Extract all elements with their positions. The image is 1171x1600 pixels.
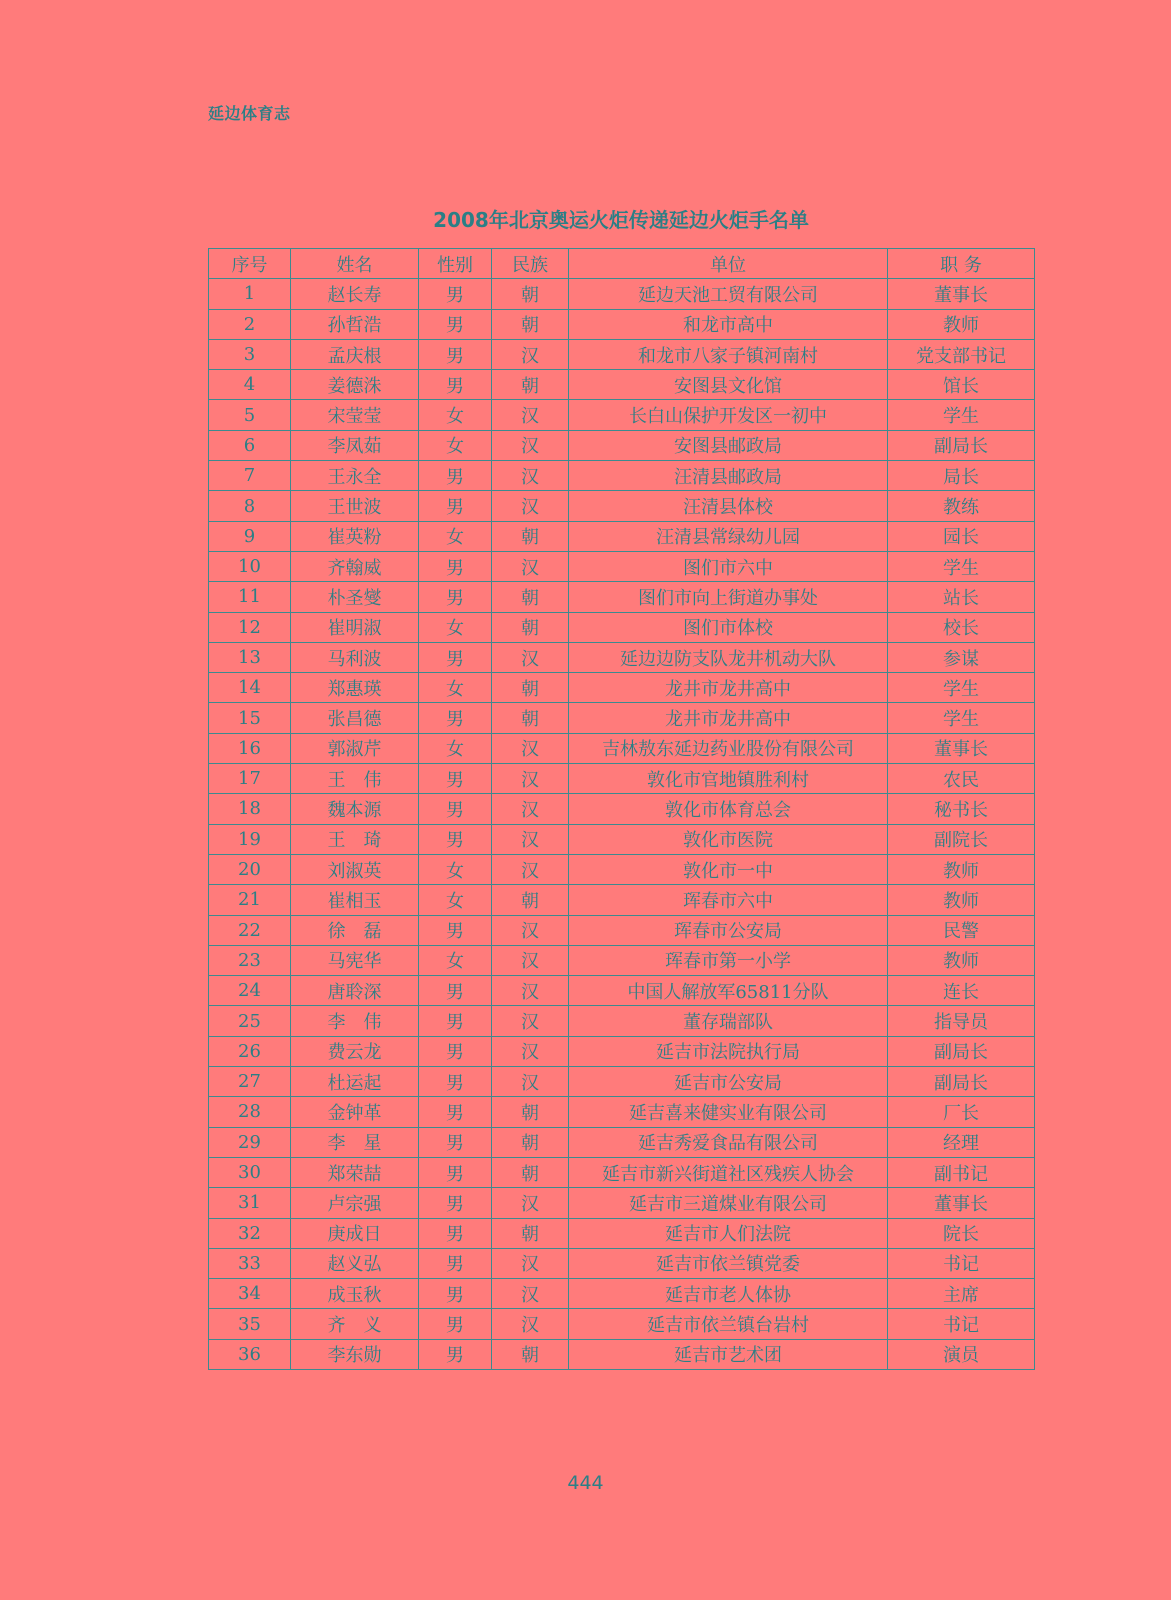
table-row	[209, 976, 1035, 1006]
cell-organization: 敦化市一中	[569, 854, 888, 884]
cell-organization: 敦化市体育总会	[569, 794, 888, 824]
cell-organization: 图们市六中	[569, 551, 888, 581]
cell-position: 副局长	[888, 1036, 1035, 1066]
cell-name: 崔相玉	[291, 885, 419, 915]
cell-ethnicity: 朝	[492, 521, 569, 551]
cell-ethnicity: 朝	[492, 582, 569, 612]
cell-ethnicity: 汉	[492, 764, 569, 794]
cell-number: 15	[209, 703, 291, 733]
cell-gender: 男	[419, 794, 492, 824]
cell-number: 3	[209, 339, 291, 369]
cell-ethnicity: 朝	[492, 1097, 569, 1127]
table-row	[209, 1188, 1035, 1218]
cell-name: 齐翰威	[291, 551, 419, 581]
cell-name: 唐聆深	[291, 976, 419, 1006]
table-header	[209, 249, 1035, 279]
cell-number: 21	[209, 885, 291, 915]
cell-number: 25	[209, 1006, 291, 1036]
cell-position: 指导员	[888, 1006, 1035, 1036]
cell-name: 齐 义	[291, 1309, 419, 1339]
cell-number: 26	[209, 1036, 291, 1066]
cell-name: 孟庆根	[291, 339, 419, 369]
cell-number: 24	[209, 976, 291, 1006]
cell-position: 教师	[888, 945, 1035, 975]
cell-gender: 女	[419, 854, 492, 884]
cell-number: 29	[209, 1127, 291, 1157]
table-row	[209, 703, 1035, 733]
cell-ethnicity: 朝	[492, 612, 569, 642]
cell-name: 张昌德	[291, 703, 419, 733]
cell-name: 赵义弘	[291, 1248, 419, 1278]
column-header-gender: 性别	[419, 249, 492, 279]
table-row	[209, 1279, 1035, 1309]
cell-ethnicity: 汉	[492, 1279, 569, 1309]
cell-organization: 延吉市人们法院	[569, 1218, 888, 1248]
cell-gender: 男	[419, 491, 492, 521]
cell-number: 20	[209, 854, 291, 884]
cell-position: 农民	[888, 764, 1035, 794]
cell-organization: 延吉市新兴街道社区残疾人协会	[569, 1157, 888, 1187]
cell-organization: 和龙市八家子镇河南村	[569, 339, 888, 369]
cell-ethnicity: 汉	[492, 794, 569, 824]
cell-ethnicity: 朝	[492, 1218, 569, 1248]
cell-position: 书记	[888, 1309, 1035, 1339]
cell-name: 庚成日	[291, 1218, 419, 1248]
cell-ethnicity: 汉	[492, 551, 569, 581]
cell-name: 李东勋	[291, 1339, 419, 1369]
cell-number: 23	[209, 945, 291, 975]
cell-position: 秘书长	[888, 794, 1035, 824]
cell-ethnicity: 汉	[492, 1067, 569, 1097]
cell-name: 马宪华	[291, 945, 419, 975]
cell-gender: 男	[419, 309, 492, 339]
table-row	[209, 491, 1035, 521]
cell-number: 1	[209, 279, 291, 309]
cell-name: 孙哲浩	[291, 309, 419, 339]
cell-position: 参谋	[888, 642, 1035, 672]
cell-gender: 男	[419, 1309, 492, 1339]
cell-organization: 延吉市依兰镇党委	[569, 1248, 888, 1278]
cell-gender: 男	[419, 1218, 492, 1248]
cell-position: 院长	[888, 1218, 1035, 1248]
cell-position: 教师	[888, 854, 1035, 884]
cell-organization: 延吉市三道煤业有限公司	[569, 1188, 888, 1218]
table-row	[209, 885, 1035, 915]
table-row	[209, 279, 1035, 309]
cell-name: 成玉秋	[291, 1279, 419, 1309]
cell-name: 马利波	[291, 642, 419, 672]
cell-name: 杜运起	[291, 1067, 419, 1097]
cell-name: 李 星	[291, 1127, 419, 1157]
cell-organization: 延吉市法院执行局	[569, 1036, 888, 1066]
cell-ethnicity: 朝	[492, 370, 569, 400]
cell-gender: 男	[419, 461, 492, 491]
cell-name: 赵长寿	[291, 279, 419, 309]
cell-gender: 女	[419, 885, 492, 915]
cell-ethnicity: 汉	[492, 945, 569, 975]
column-header-position: 职 务	[888, 249, 1035, 279]
table-row	[209, 945, 1035, 975]
cell-organization: 延吉秀爱食品有限公司	[569, 1127, 888, 1157]
cell-ethnicity: 朝	[492, 1339, 569, 1369]
table-row	[209, 1339, 1035, 1369]
cell-number: 2	[209, 309, 291, 339]
cell-position: 副局长	[888, 1067, 1035, 1097]
cell-ethnicity: 汉	[492, 1036, 569, 1066]
cell-position: 学生	[888, 673, 1035, 703]
cell-organization: 安图县邮政局	[569, 430, 888, 460]
cell-ethnicity: 汉	[492, 854, 569, 884]
cell-position: 教师	[888, 309, 1035, 339]
table-row	[209, 1157, 1035, 1187]
cell-ethnicity: 朝	[492, 885, 569, 915]
cell-organization: 延吉市公安局	[569, 1067, 888, 1097]
cell-number: 5	[209, 400, 291, 430]
cell-name: 王世波	[291, 491, 419, 521]
table-row	[209, 461, 1035, 491]
cell-position: 演员	[888, 1339, 1035, 1369]
cell-position: 学生	[888, 703, 1035, 733]
cell-organization: 珲春市公安局	[569, 915, 888, 945]
cell-gender: 男	[419, 764, 492, 794]
cell-organization: 龙井市龙井高中	[569, 673, 888, 703]
cell-position: 局长	[888, 461, 1035, 491]
cell-organization: 延吉市艺术团	[569, 1339, 888, 1369]
cell-gender: 男	[419, 1279, 492, 1309]
table-row	[209, 673, 1035, 703]
cell-organization: 延边天池工贸有限公司	[569, 279, 888, 309]
cell-number: 31	[209, 1188, 291, 1218]
cell-position: 主席	[888, 1279, 1035, 1309]
cell-organization: 珲春市六中	[569, 885, 888, 915]
cell-position: 园长	[888, 521, 1035, 551]
cell-number: 33	[209, 1248, 291, 1278]
table-row	[209, 1036, 1035, 1066]
cell-organization: 汪清县邮政局	[569, 461, 888, 491]
cell-gender: 女	[419, 430, 492, 460]
cell-name: 郑荣喆	[291, 1157, 419, 1187]
table-row	[209, 764, 1035, 794]
cell-number: 12	[209, 612, 291, 642]
cell-number: 8	[209, 491, 291, 521]
cell-number: 9	[209, 521, 291, 551]
cell-organization: 延边边防支队龙井机动大队	[569, 642, 888, 672]
cell-number: 7	[209, 461, 291, 491]
cell-organization: 延吉市老人体协	[569, 1279, 888, 1309]
cell-number: 17	[209, 764, 291, 794]
cell-organization: 图们市体校	[569, 612, 888, 642]
cell-gender: 女	[419, 521, 492, 551]
cell-gender: 男	[419, 1157, 492, 1187]
cell-organization: 延吉喜来健实业有限公司	[569, 1097, 888, 1127]
cell-ethnicity: 汉	[492, 400, 569, 430]
cell-name: 费云龙	[291, 1036, 419, 1066]
cell-name: 朴圣燮	[291, 582, 419, 612]
cell-organization: 和龙市高中	[569, 309, 888, 339]
cell-name: 崔英粉	[291, 521, 419, 551]
table-row	[209, 794, 1035, 824]
running-head: 延边体育志	[208, 104, 291, 123]
cell-gender: 男	[419, 1248, 492, 1278]
cell-ethnicity: 汉	[492, 461, 569, 491]
cell-gender: 女	[419, 733, 492, 763]
cell-ethnicity: 汉	[492, 1188, 569, 1218]
cell-name: 王 伟	[291, 764, 419, 794]
table-row	[209, 339, 1035, 369]
cell-organization: 延吉市依兰镇台岩村	[569, 1309, 888, 1339]
cell-name: 刘淑英	[291, 854, 419, 884]
cell-gender: 男	[419, 1006, 492, 1036]
cell-gender: 男	[419, 582, 492, 612]
cell-name: 金钟革	[291, 1097, 419, 1127]
cell-gender: 男	[419, 915, 492, 945]
cell-ethnicity: 汉	[492, 824, 569, 854]
cell-gender: 男	[419, 1036, 492, 1066]
cell-position: 连长	[888, 976, 1035, 1006]
table-row	[209, 370, 1035, 400]
cell-ethnicity: 朝	[492, 703, 569, 733]
cell-position: 站长	[888, 582, 1035, 612]
cell-position: 教练	[888, 491, 1035, 521]
cell-number: 6	[209, 430, 291, 460]
cell-gender: 女	[419, 945, 492, 975]
cell-organization: 龙井市龙井高中	[569, 703, 888, 733]
cell-ethnicity: 汉	[492, 733, 569, 763]
cell-organization: 长白山保护开发区一初中	[569, 400, 888, 430]
cell-position: 校长	[888, 612, 1035, 642]
cell-name: 卢宗强	[291, 1188, 419, 1218]
cell-organization: 董存瑞部队	[569, 1006, 888, 1036]
cell-ethnicity: 朝	[492, 673, 569, 703]
cell-number: 10	[209, 551, 291, 581]
cell-gender: 男	[419, 370, 492, 400]
cell-ethnicity: 汉	[492, 1309, 569, 1339]
cell-position: 馆长	[888, 370, 1035, 400]
cell-position: 董事长	[888, 279, 1035, 309]
cell-position: 经理	[888, 1127, 1035, 1157]
cell-ethnicity: 汉	[492, 976, 569, 1006]
cell-gender: 女	[419, 673, 492, 703]
cell-number: 19	[209, 824, 291, 854]
cell-position: 副书记	[888, 1157, 1035, 1187]
cell-gender: 男	[419, 642, 492, 672]
cell-organization: 中国人解放军65811分队	[569, 976, 888, 1006]
cell-position: 厂长	[888, 1097, 1035, 1127]
cell-organization: 安图县文化馆	[569, 370, 888, 400]
cell-name: 王 琦	[291, 824, 419, 854]
cell-ethnicity: 汉	[492, 642, 569, 672]
cell-name: 郑惠瑛	[291, 673, 419, 703]
cell-ethnicity: 汉	[492, 915, 569, 945]
cell-name: 王永全	[291, 461, 419, 491]
table-row	[209, 400, 1035, 430]
cell-gender: 男	[419, 824, 492, 854]
cell-position: 董事长	[888, 733, 1035, 763]
cell-gender: 男	[419, 279, 492, 309]
table-body	[209, 279, 1035, 1370]
cell-organization: 吉林敖东延边药业股份有限公司	[569, 733, 888, 763]
cell-gender: 男	[419, 1067, 492, 1097]
cell-ethnicity: 汉	[492, 339, 569, 369]
cell-position: 书记	[888, 1248, 1035, 1278]
cell-ethnicity: 朝	[492, 1157, 569, 1187]
cell-organization: 汪清县常绿幼儿园	[569, 521, 888, 551]
cell-number: 16	[209, 733, 291, 763]
cell-number: 36	[209, 1339, 291, 1369]
cell-number: 35	[209, 1309, 291, 1339]
table-row	[209, 1067, 1035, 1097]
cell-organization: 敦化市官地镇胜利村	[569, 764, 888, 794]
table-row	[209, 1218, 1035, 1248]
column-header-number: 序号	[209, 249, 291, 279]
table-row	[209, 915, 1035, 945]
cell-gender: 男	[419, 1097, 492, 1127]
cell-position: 董事长	[888, 1188, 1035, 1218]
page-number: 444	[567, 1472, 604, 1494]
cell-gender: 女	[419, 400, 492, 430]
table-row	[209, 1309, 1035, 1339]
cell-number: 34	[209, 1279, 291, 1309]
cell-ethnicity: 朝	[492, 1127, 569, 1157]
cell-number: 14	[209, 673, 291, 703]
document-title: 2008年北京奥运火炬传递延边火炬手名单	[433, 208, 809, 232]
cell-number: 22	[209, 915, 291, 945]
cell-organization: 汪清县体校	[569, 491, 888, 521]
cell-gender: 男	[419, 1188, 492, 1218]
table-row	[209, 1248, 1035, 1278]
cell-number: 13	[209, 642, 291, 672]
table-row	[209, 824, 1035, 854]
cell-position: 教师	[888, 885, 1035, 915]
cell-position: 民警	[888, 915, 1035, 945]
cell-gender: 男	[419, 339, 492, 369]
cell-gender: 男	[419, 703, 492, 733]
cell-number: 4	[209, 370, 291, 400]
column-header-name: 姓名	[291, 249, 419, 279]
cell-ethnicity: 汉	[492, 1248, 569, 1278]
cell-name: 徐 磊	[291, 915, 419, 945]
cell-ethnicity: 汉	[492, 1006, 569, 1036]
table-row	[209, 582, 1035, 612]
cell-gender: 女	[419, 612, 492, 642]
cell-name: 崔明淑	[291, 612, 419, 642]
cell-number: 11	[209, 582, 291, 612]
table-row	[209, 1006, 1035, 1036]
cell-gender: 男	[419, 976, 492, 1006]
table-row	[209, 309, 1035, 339]
table-row	[209, 733, 1035, 763]
column-header-ethnicity: 民族	[492, 249, 569, 279]
cell-name: 郭淑芹	[291, 733, 419, 763]
table-row	[209, 612, 1035, 642]
cell-position: 学生	[888, 551, 1035, 581]
column-header-organization: 单位	[569, 249, 888, 279]
table-row	[209, 551, 1035, 581]
cell-position: 副局长	[888, 430, 1035, 460]
cell-name: 李凤茹	[291, 430, 419, 460]
cell-gender: 男	[419, 551, 492, 581]
cell-name: 姜德洙	[291, 370, 419, 400]
cell-ethnicity: 朝	[492, 279, 569, 309]
cell-name: 李 伟	[291, 1006, 419, 1036]
cell-ethnicity: 朝	[492, 309, 569, 339]
cell-gender: 男	[419, 1339, 492, 1369]
cell-position: 副院长	[888, 824, 1035, 854]
cell-ethnicity: 汉	[492, 491, 569, 521]
table-row	[209, 1127, 1035, 1157]
torchbearer-table	[208, 248, 1035, 1370]
cell-number: 32	[209, 1218, 291, 1248]
cell-organization: 敦化市医院	[569, 824, 888, 854]
cell-organization: 图们市向上街道办事处	[569, 582, 888, 612]
cell-name: 魏本源	[291, 794, 419, 824]
cell-ethnicity: 汉	[492, 430, 569, 460]
cell-number: 28	[209, 1097, 291, 1127]
table-row	[209, 430, 1035, 460]
table-row	[209, 642, 1035, 672]
table-row	[209, 854, 1035, 884]
table-row	[209, 1097, 1035, 1127]
cell-number: 27	[209, 1067, 291, 1097]
cell-number: 30	[209, 1157, 291, 1187]
cell-gender: 男	[419, 1127, 492, 1157]
cell-name: 宋莹莹	[291, 400, 419, 430]
table-header-row	[209, 249, 1035, 279]
cell-number: 18	[209, 794, 291, 824]
cell-position: 党支部书记	[888, 339, 1035, 369]
table-row	[209, 521, 1035, 551]
cell-position: 学生	[888, 400, 1035, 430]
cell-organization: 珲春市第一小学	[569, 945, 888, 975]
